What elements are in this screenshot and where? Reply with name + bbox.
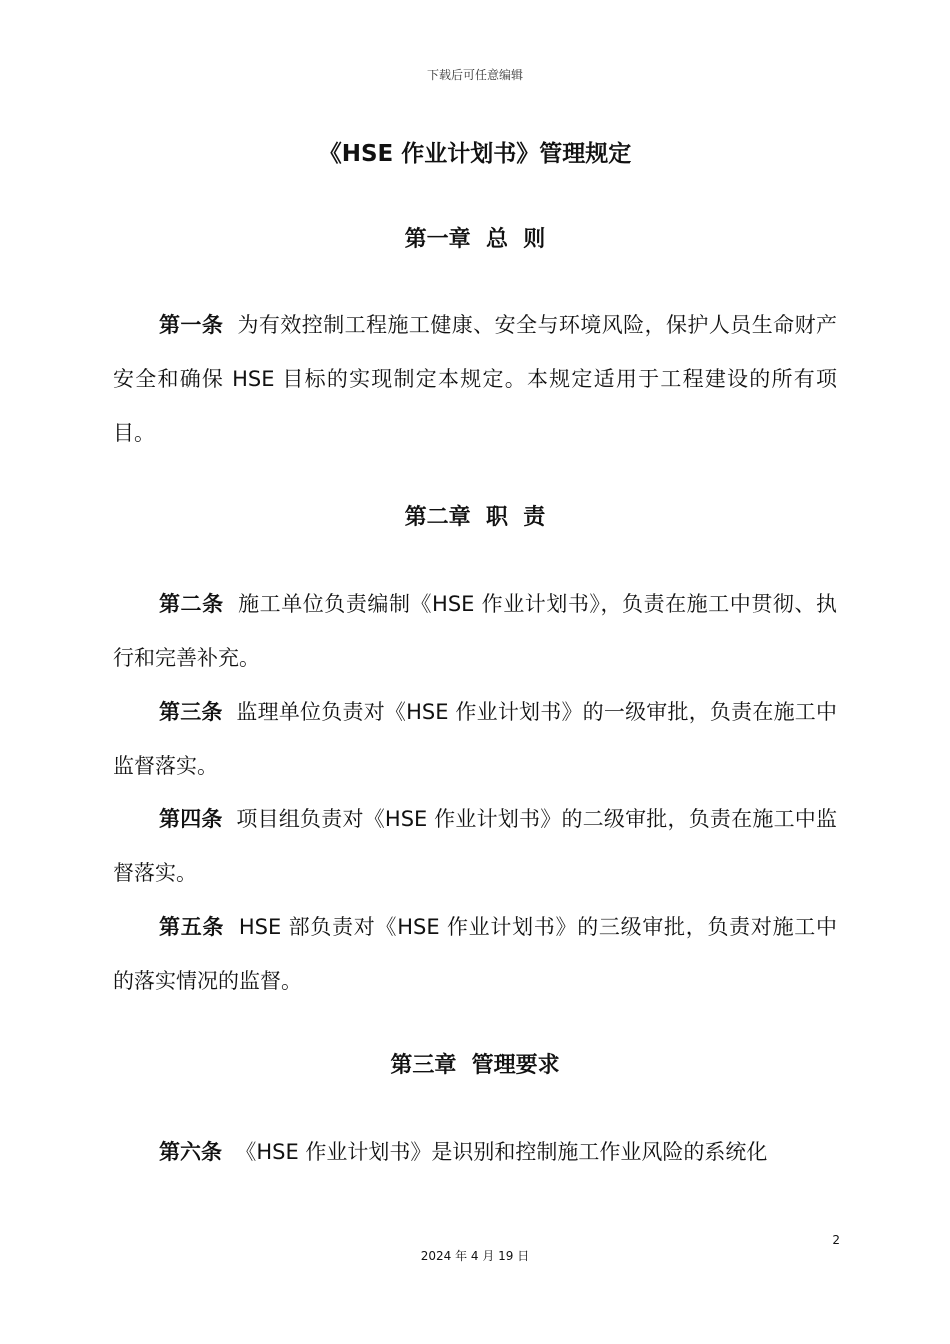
article-6 <box>113 1125 837 1179</box>
article-text: 《HSE 作业计划书》是识别和控制施工作业风险的系统化 <box>235 1140 768 1164</box>
article-label: 第五条 <box>159 915 225 939</box>
article-4 <box>113 792 837 900</box>
article-text: 项目组负责对《HSE 作业计划书》的二级审批，负责在施工中监督落实。 <box>113 807 837 885</box>
article-label: 第一条 <box>159 313 224 337</box>
article-1 <box>113 298 837 460</box>
article-label: 第四条 <box>159 807 223 831</box>
article-text: 为有效控制工程施工健康、安全与环境风险，保护人员生命财产安全和确保 HSE 目标的实现制定本规定。本规定适用于工程建设的所有项目。 <box>113 313 837 445</box>
footer-date: 2024 年 4 月 19 日 <box>420 1249 530 1263</box>
article-label: 第三条 <box>159 700 223 724</box>
article-label: 第二条 <box>159 592 224 616</box>
article-text: 施工单位负责编制《HSE 作业计划书》，负责在施工中贯彻、执行和完善补充。 <box>113 592 837 670</box>
chapter-heading-2: 第二章 职 责 <box>404 505 546 530</box>
article-2 <box>113 577 837 685</box>
article-text: HSE 部负责对《HSE 作业计划书》的三级审批，负责对施工中的落实情况的监督。 <box>113 915 837 993</box>
article-3 <box>113 685 837 793</box>
chapter-heading-1: 第一章 总 则 <box>404 227 546 252</box>
article-5 <box>113 900 837 1008</box>
article-text: 监理单位负责对《HSE 作业计划书》的一级审批，负责在施工中监督落实。 <box>113 700 837 778</box>
header-note: 下载后可任意编辑 <box>426 68 523 82</box>
page-number: 2 <box>832 1233 840 1247</box>
document-title: 《HSE 作业计划书》管理规定 <box>318 141 632 167</box>
article-label: 第六条 <box>159 1140 222 1164</box>
chapter-heading-3: 第三章 管理要求 <box>390 1053 560 1078</box>
